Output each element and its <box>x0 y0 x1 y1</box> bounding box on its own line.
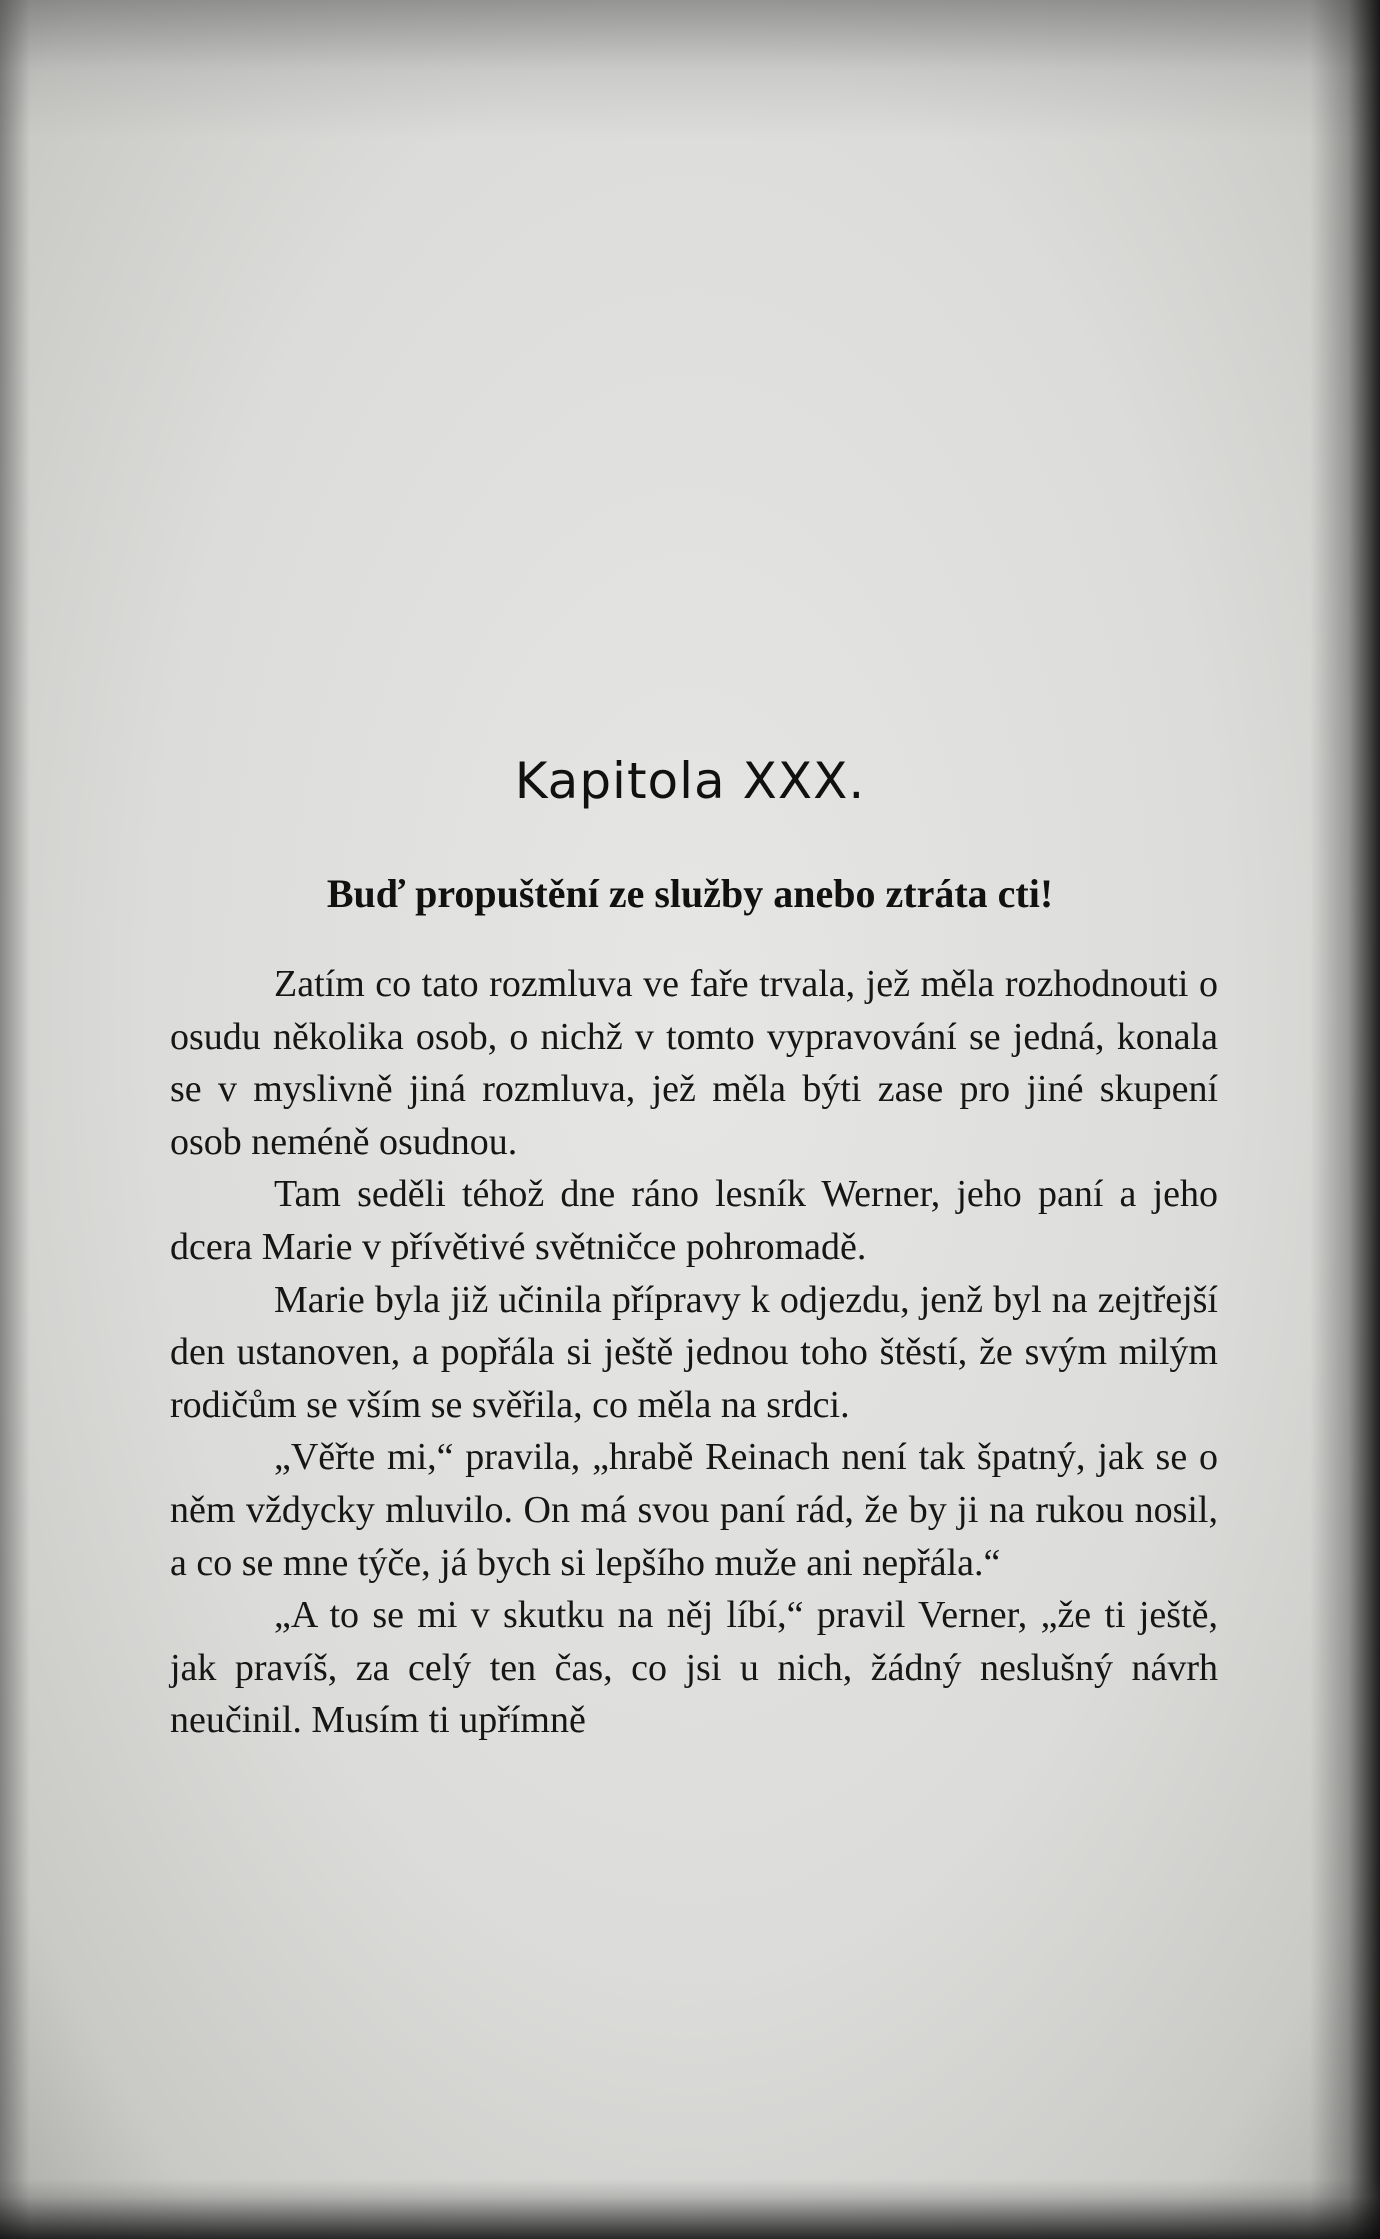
page-shadow-right <box>1310 0 1380 2239</box>
chapter-title: Kapitola XXX. <box>514 752 866 810</box>
paragraph: Marie byla již učinila přípravy k odjezdu, jenž byl na zejtřejší den ustanoven, a popřála si ještě jednou toho štěstí, že svým milým rodičům se vším se svěřila, co měla na srdci. <box>170 1278 1218 1426</box>
page-shadow-top <box>0 0 1380 140</box>
paragraph: „Věřte mi,“ pravila, „hrabě Reinach není tak špatný, jak se o něm vždycky mluvilo. On má svou paní rád, že by ji na rukou nosil, a co se mne týče, já bych si lepšího muže ani nepřála.“ <box>170 1436 1218 1584</box>
paragraph: Zatím co tato rozmluva ve faře trvala, jež měla rozhodnouti o osudu několika osob, o nichž v tomto vypravování se jedná, konala se v myslivně jiná rozmluva, jež měla býti zase pro jiné skupení osob neméně osudnou. <box>170 963 1218 1163</box>
page-shadow-bottom <box>0 2179 1380 2239</box>
paragraph: „A to se mi v skutku na něj líbí,“ pravil Verner, „že ti ještě, jak pravíš, za celý ten čas, co jsi u nich, žádný neslušný návrh neučinil. Musím ti upřímně <box>170 1594 1218 1742</box>
paragraph: Tam seděli téhož dne ráno lesník Werner, jeho paní a jeho dcera Marie v přívětivé světničce pohromadě. <box>170 1173 1218 1268</box>
page-shadow-left <box>0 0 30 2239</box>
chapter-body <box>170 958 1218 1747</box>
chapter-subtitle: Buď propuštění ze služby anebo ztráta cti! <box>326 871 1054 916</box>
